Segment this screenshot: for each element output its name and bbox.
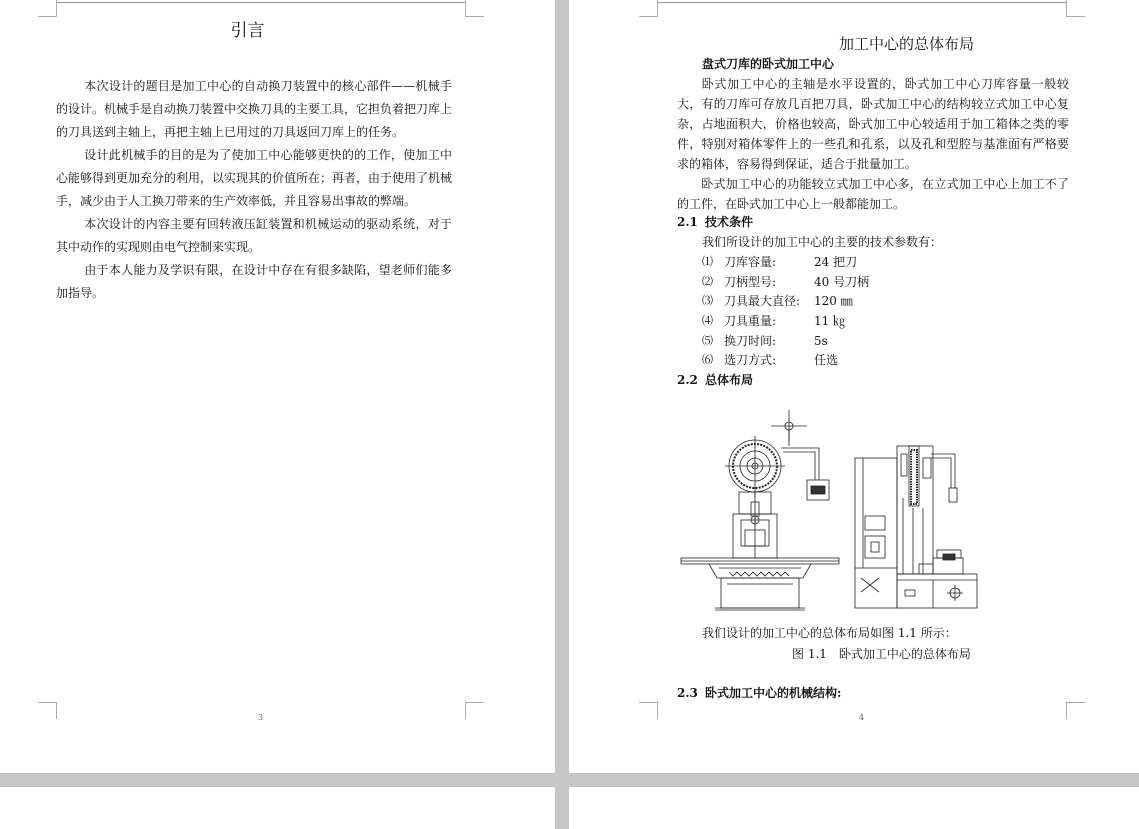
side-view [855,446,977,608]
param-number: ⑷ [702,314,713,327]
param-label: 刀柄型号: [724,275,777,289]
paragraph-text: 卧式加工中心的功能较立式加工中心多，在立式加工中心上加工不了的工件，在卧式加工中心上一般都能加工。 [677,177,1069,211]
param-label: 换刀时间: [724,334,777,348]
crop-mark-bottom-left [639,702,658,719]
param-value: 40 号刀柄 [814,275,870,289]
crop-mark-bottom-right [1066,702,1085,719]
page-number: 3 [258,713,264,722]
section-intro: 我们所设计的加工中心的主要的技术参数有： [702,235,943,249]
crop-mark-top-right [465,0,484,17]
param-number: ⑴ [702,255,713,268]
param-number: ⑵ [702,275,713,288]
param-label: 刀具重量: [724,314,777,328]
paragraph [56,144,452,213]
machining-center-drawing [679,408,1009,620]
param-number: ⑶ [702,294,713,307]
param-value: 120 ㎜ [814,294,853,308]
param-number: ⑸ [702,334,713,347]
param-label: 刀具最大直径: [724,294,801,308]
paragraph-text: 设计此机械手的目的是为了使加工中心能够更快的的工作，使加工中心能够得到更加充分的利用，以实现其的价值所在；再者，由于使用了机械手，减少由于人工换刀带来的生产效率低，并且容易出事故的弊端。 [56,148,453,208]
param-label: 刀库容量: [724,255,777,269]
section-subtitle: 盘式刀库的卧式加工中心 [702,57,835,71]
paragraph [677,174,1069,214]
crop-mark-top-left [639,0,658,17]
paragraph [56,213,452,259]
crop-mark-bottom-left [38,702,57,719]
param-value: 11 ㎏ [814,314,846,328]
paragraph-text: 由于本人能力及学识有限，在设计中存在有很多缺陷，望老师们能多加指导。 [56,263,452,300]
param-number: ⑹ [702,353,713,366]
next-page-left [0,787,555,829]
param-value: 任选 [814,353,839,367]
section-number: 2.3 [677,686,698,700]
section-heading: 技术条件 [705,215,754,229]
section-heading: 卧式加工中心的机械结构: [705,686,842,700]
page-right [569,0,1139,773]
page-left [0,0,555,773]
page-title: 引言 [230,21,265,41]
page-title: 加工中心的总体布局 [839,35,975,53]
paragraph-text: 本次设计的内容主要有回转液压缸装置和机械运动的驱动系统，对于其中动作的实现则由电气控制来实现。 [56,217,452,254]
section-heading: 总体布局 [705,373,754,387]
paragraph [56,259,452,305]
paragraph [677,74,1069,174]
header-line [57,2,465,3]
section-number: 2.2 [677,373,698,387]
crop-mark-top-right [1066,0,1085,17]
next-page-right [569,787,1139,829]
header-line [658,2,1066,3]
paragraph [56,75,452,144]
param-value: 24 把刀 [814,255,858,269]
param-value: 5s [814,334,828,348]
param-label: 选刀方式: [724,353,777,367]
figure-caption: 图 1.1 卧式加工中心的总体布局 [792,647,971,661]
paragraph-text: 本次设计的题目是加工中心的自动换刀装置中的核心部件——机械手的设计。机械手是自动换刀装置中交换刀具的主要工具，它担负着把刀库上的刀具送到主轴上，再把主轴上已用过的刀具返回刀库上的任务。 [56,79,453,139]
front-view [681,410,839,610]
paragraph-text: 卧式加工中心的主轴是水平设置的，卧式加工中心刀库容量一般较大，有的刀库可存放几百把刀具，卧式加工中心的结构较立式加工中心复杂，占地面积大，价格也较高，卧式加工中心较适用于加工箱体之类的零件，特别对箱体零件上的一些孔和孔系，以及孔和型腔与基准面有严格要求的箱体，容易得到保证，适合于批量加工。 [677,77,1069,171]
crop-mark-top-left [38,0,57,17]
figure-reference: 我们设计的加工中心的总体布局如图 1.1 所示： [702,626,957,640]
section-number: 2.1 [677,215,698,229]
page-number: 4 [859,713,865,722]
crop-mark-bottom-right [465,702,484,719]
